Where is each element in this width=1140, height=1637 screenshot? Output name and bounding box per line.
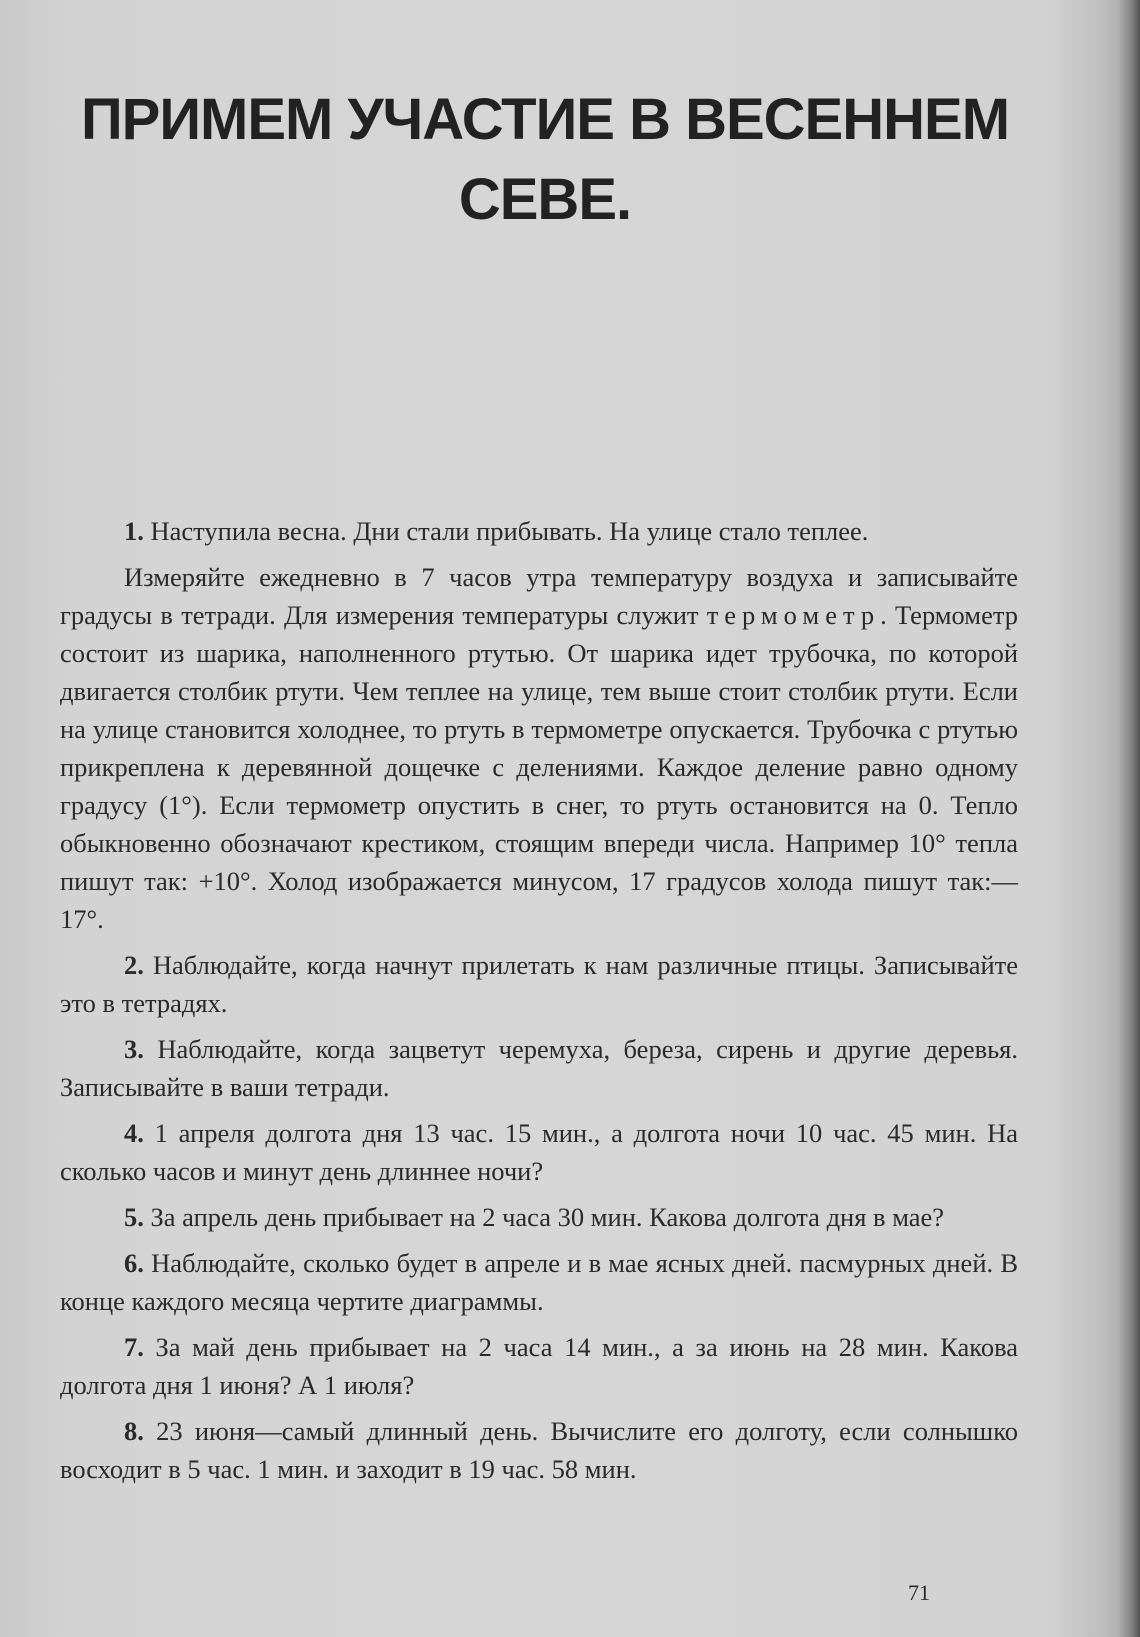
paragraph-2 xyxy=(60,946,1018,1022)
paragraph-5 xyxy=(60,1198,1018,1236)
paragraph-3 xyxy=(60,1030,1018,1106)
paragraph-text: 1 апреля долгота дня 13 час. 15 мин., а долгота ночи 10 час. 45 мин. На сколько часов и минут день длиннее ночи? xyxy=(60,1118,1018,1186)
paragraph-8 xyxy=(60,1412,1018,1488)
paragraph-4 xyxy=(60,1114,1018,1190)
paragraph-text: 23 июня—самый длинный день. Вычислите его долготу, если солнышко восходит в 5 час. 1 мин. и заходит в 19 час. 58 мин. xyxy=(60,1416,1018,1484)
page-number: 71 xyxy=(908,1580,930,1605)
paragraph-7 xyxy=(60,1328,1018,1404)
item-number: 6. xyxy=(124,1248,144,1278)
item-number: 1. xyxy=(124,516,144,546)
paragraph-text: За апрель день прибывает на 2 часа 30 мин. Какова долгота дня в мае? xyxy=(150,1202,945,1232)
item-number: 7. xyxy=(124,1332,144,1362)
paragraph-text: Наступила весна. Дни стали прибывать. На улице стало теплее. xyxy=(150,516,869,546)
item-number: 5. xyxy=(124,1202,144,1232)
paragraph-text: Наблюдайте, сколько будет в апреле и в мае ясных дней. пасмурных дней. В конце каждого месяца чертите диаграммы. xyxy=(60,1248,1019,1316)
paragraph-6 xyxy=(60,1244,1018,1320)
item-number: 2. xyxy=(124,950,144,980)
item-number: 4. xyxy=(124,1118,144,1148)
spaced-term: термометр xyxy=(706,600,881,630)
item-number: 8. xyxy=(124,1416,144,1446)
paragraph-text: . Термометр состоит из шарика, наполненного ртутью. От шарика идет трубочка, по которой двигается столбик ртути. Чем теплее на улице, тем выше стоит столбик ртути. Если на улице становится холоднее, то ртуть в термометре опускается. Трубочка с ртутью прикреплена к деревянной дощечке с делениями. Каждое деление равно одному градусу (1°). Если термометр опустить в снег, то ртуть остановится на 0. Тепло обыкновенно обозначают крестиком, стоящим впереди числа. Например 10° тепла пишут так: +10°. Холод изображается минусом, 17 градусов холода пишут так:—17°. xyxy=(60,600,1018,934)
paragraph-1 xyxy=(60,512,1018,550)
page-edge-shadow xyxy=(1118,0,1140,1637)
paragraph-thermometer xyxy=(60,558,1018,938)
paragraph-text: Наблюдайте, когда зацветут черемуха, береза, сирень и другие деревья. Записывайте в ваши тетради. xyxy=(60,1034,1018,1102)
paragraph-text: Наблюдайте, когда начнут прилетать к нам различные птицы. Записывайте это в тетрадях. xyxy=(60,950,1018,1018)
title-line-2: СЕВЕ. xyxy=(458,167,632,232)
page-title xyxy=(40,80,1050,240)
body-text xyxy=(60,512,1018,1496)
paragraph-text: За май день прибывает на 2 часа 14 мин., а за июнь на 28 мин. Какова долгота дня 1 июня? А 1 июля? xyxy=(60,1332,1019,1400)
title-line-1: ПРИМЕМ УЧАСТИЕ В ВЕСЕННЕМ xyxy=(80,87,1010,152)
item-number: 3. xyxy=(124,1034,144,1064)
paragraph-text: Измеряйте ежедневно в 7 часов утра температуру воздуха и записывайте градусы в тетради. Для измерения температуры служит xyxy=(60,562,1018,630)
